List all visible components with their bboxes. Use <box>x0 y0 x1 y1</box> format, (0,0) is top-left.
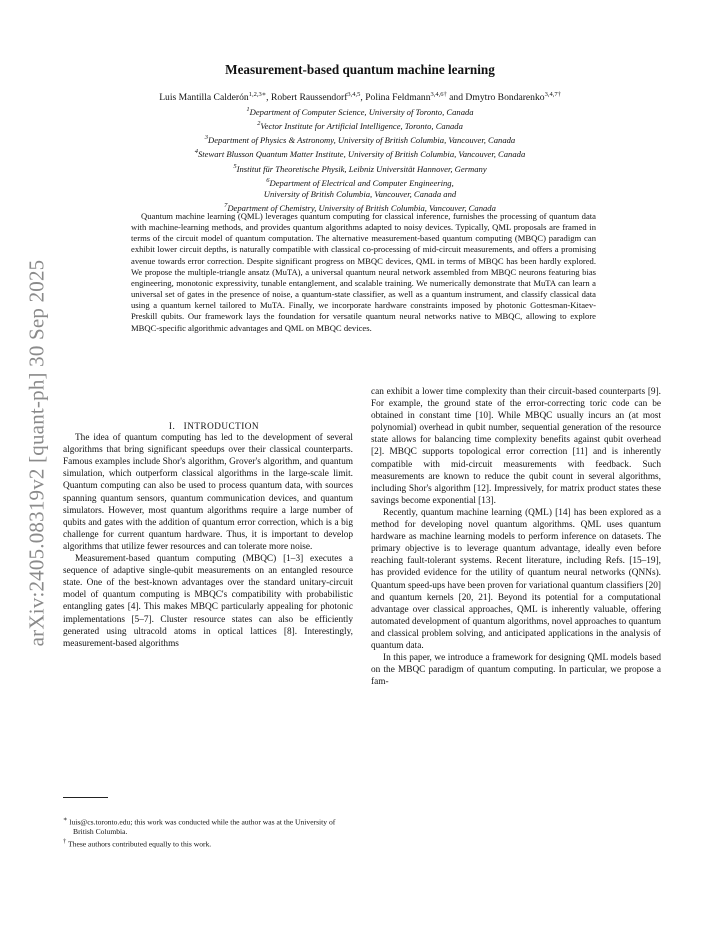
paragraph: can exhibit a lower time complexity than their circuit-based counterparts [9]. For example, the ground state of the error-correcting toric code can be obtained in constant time [10]. While MBQC usually incurs an (at most polynomial) overhead in qubit number, sequential generation of the resource state allows for balancing time complexity benefits against qubit overhead [2]. MBQC supports topological error correction [11] and is inherently compatible with mid-circuit measurements with feedback. Such measurements are known to reduce the qubit count in several algorithms, including Shor's algorithm [12]. Impressively, for matrix product states these savings become exponential [13]. <box>371 387 661 506</box>
affiliation-number: 2 <box>257 120 261 128</box>
affiliation-number: 1 <box>246 106 250 113</box>
affiliation-number: 4 <box>194 148 198 156</box>
affiliation <box>0 189 720 200</box>
author-separator: and <box>446 92 466 104</box>
affiliation <box>0 132 720 146</box>
affiliation-text: Department of Computer Science, University of Toronto, Canada <box>249 106 474 117</box>
author-name: Polina Feldmann <box>365 92 431 104</box>
paragraph: Measurement-based quantum computing (MBQC) [1–3] executes a sequence of adaptive single-qubit measurements on an entangled resource state. One of the best-known advantages over the standard unitary-circuit model of quantum computing is MBQC's compatibility with probabilistic entangling gates [4]. This makes MBQC particularly appealing for photonic implementations [5–7]. Cluster resource states can also be efficiently generated using ultracold atoms in optical lattices [8]. Interestingly, measurement-based algorithms <box>63 554 353 649</box>
affiliation-number: 6 <box>266 176 270 184</box>
author-separator: , <box>266 92 271 104</box>
affiliation-text: Vector Institute for Artificial Intelligence, Toronto, Canada <box>260 121 463 132</box>
affiliation <box>0 146 720 160</box>
author <box>365 92 465 103</box>
affiliation <box>0 175 720 189</box>
affiliation-number: 3 <box>204 134 209 142</box>
affiliation-text: University of British Columbia, Vancouver, Canada and <box>263 188 457 199</box>
author-name: Robert Raussendorf <box>270 92 348 104</box>
author-affiliation-numbers: 3,4,7 <box>544 91 558 98</box>
footnote <box>63 815 353 837</box>
affiliation-text: Department of Physics & Astronomy, University of British Columbia, Vancouver, Canada <box>208 135 516 146</box>
right-column <box>371 386 661 688</box>
author-name: Dmytro Bondarenko <box>465 92 545 104</box>
footnote <box>63 837 353 849</box>
author-name: Luis Mantilla Calderón <box>159 92 249 104</box>
paper-title: Measurement-based quantum machine learning <box>225 62 495 77</box>
paragraph: The idea of quantum computing has led to the development of several algorithms that bring significant speedups over their classical counterparts. Famous examples include Shor's algorithm, Grover's algorithm, and quantum simulation, which outperform classical algorithms in the large-scale limit. Quantum computing can also be used to process quantum data, with sources spanning quantum sensors, quantum communication devices, and quantum simulators. However, most quantum algorithms require a large number of qubits and gates with the addition of quantum error correction, which is a big challenge for current quantum hardware. Thus, it is important to develop algorithms that utilize fewer resources and can tolerate more noise. <box>63 433 353 552</box>
affiliation-text: Department of Electrical and Computer Engineering, <box>269 177 454 188</box>
section-title: INTRODUCTION <box>183 421 260 431</box>
author <box>271 92 365 103</box>
author-list <box>0 90 720 103</box>
arxiv-identifier: arXiv:2405.08319v2 [quant-ph] 30 Sep 2025 <box>24 259 49 646</box>
affiliation-text: Stewart Blusson Quantum Matter Institute, University of British Columbia, Vancouver, Canada <box>197 149 526 160</box>
author-separator: , <box>360 92 366 104</box>
author-footnote-mark: † <box>557 91 561 98</box>
footnote-text: These authors contributed equally to this work. <box>68 839 212 849</box>
affiliation <box>0 104 720 118</box>
author-affiliation-numbers: 3,4,6 <box>430 91 444 98</box>
affiliation-text: Department of Chemistry, University of British Columbia, Vancouver, Canada <box>227 203 496 214</box>
arxiv-stamp <box>20 245 54 660</box>
affiliation-text: Institut für Theoretische Physik, Leibniz Universität Hannover, Germany <box>236 163 487 174</box>
author <box>465 92 560 103</box>
left-column <box>63 420 353 650</box>
affiliation-number: 7 <box>224 202 228 210</box>
footnote-mark: † <box>63 837 67 845</box>
affiliation-number: 5 <box>233 162 237 170</box>
footnote-divider <box>63 797 108 798</box>
affiliation <box>0 161 720 175</box>
footnote-mark: ∗ <box>63 816 68 823</box>
author-affiliation-numbers: 3,4,5 <box>347 91 361 98</box>
abstract: Quantum machine learning (QML) leverages quantum computing for classical inference, furnishes the processing of quantum data with machine-learning methods, and provides quantum algorithms adapted to noisy devices. Typically, QML proposals are framed in terms of the circuit model of quantum computation. The alternative measurement-based quantum computing (MBQC) paradigm can exhibit lower circuit depths, is naturally compatible with classical co-processing of mid-circuit measurements, and offers a promising avenue towards error correction. Despite significant progress on MBQC devices, QML in terms of MBQC has been hardly explored. We propose the multiple-triangle ansatz (MuTA), a universal quantum neural network assembled from MBQC neurons featuring bias engineering, monotonic expressivity, tunable entanglement, and scalable training. We numerically demonstrate that MuTA can learn a universal set of gates in the presence of noise, a quantum-state classifier, as well as a quantum instrument, and classify classical data using a quantum kernel tailored to MuTA. Finally, we incorporate hardware constraints imposed by photonic Gottesman-Kitaev-Preskill qubits. Our framework lays the foundation for versatile quantum neural networks native to MBQC, allowing to explore MBQC-specific algorithmic advantages and QML on MBQC devices. <box>131 211 596 333</box>
affiliation-list <box>0 104 720 214</box>
footnote-text: luis@cs.toronto.edu; this work was conducted while the author was at the University of British Columbia. <box>69 817 336 837</box>
author-footnote-mark: ∗ <box>261 91 267 98</box>
author <box>159 92 271 103</box>
section-number: I. <box>168 421 176 431</box>
footnotes <box>63 815 353 849</box>
author-footnote-mark: † <box>443 91 447 98</box>
paragraph: In this paper, we introduce a framework for designing QML models based on the MBQC paradigm of quantum computing. In particular, we propose a fam- <box>371 653 661 688</box>
paragraph: Recently, quantum machine learning (QML) [14] has been explored as a method for developing novel quantum algorithms. QML uses quantum hardware as machine learning models to perform inference on datasets. The primary objective is to leverage quantum advantage, ideally even before reaching fault-tolerant systems. Recent literature, including Refs. [15–19], has provided evidence for the utility of quantum neural networks (QNNs). Quantum speed-ups have been proven for variational quantum classifiers [20] and quantum kernels [20, 21]. Beyond its potential for a computational advantage over classical approaches, QML is inherently valuable, offering automated development of quantum algorithms, novel approaches to quantum and classical problem solving, and anticipated applications in the analysis of quantum data. <box>371 507 661 651</box>
author-affiliation-numbers: 1,2,3 <box>248 91 262 98</box>
affiliation <box>0 118 720 132</box>
section-heading <box>63 420 353 432</box>
